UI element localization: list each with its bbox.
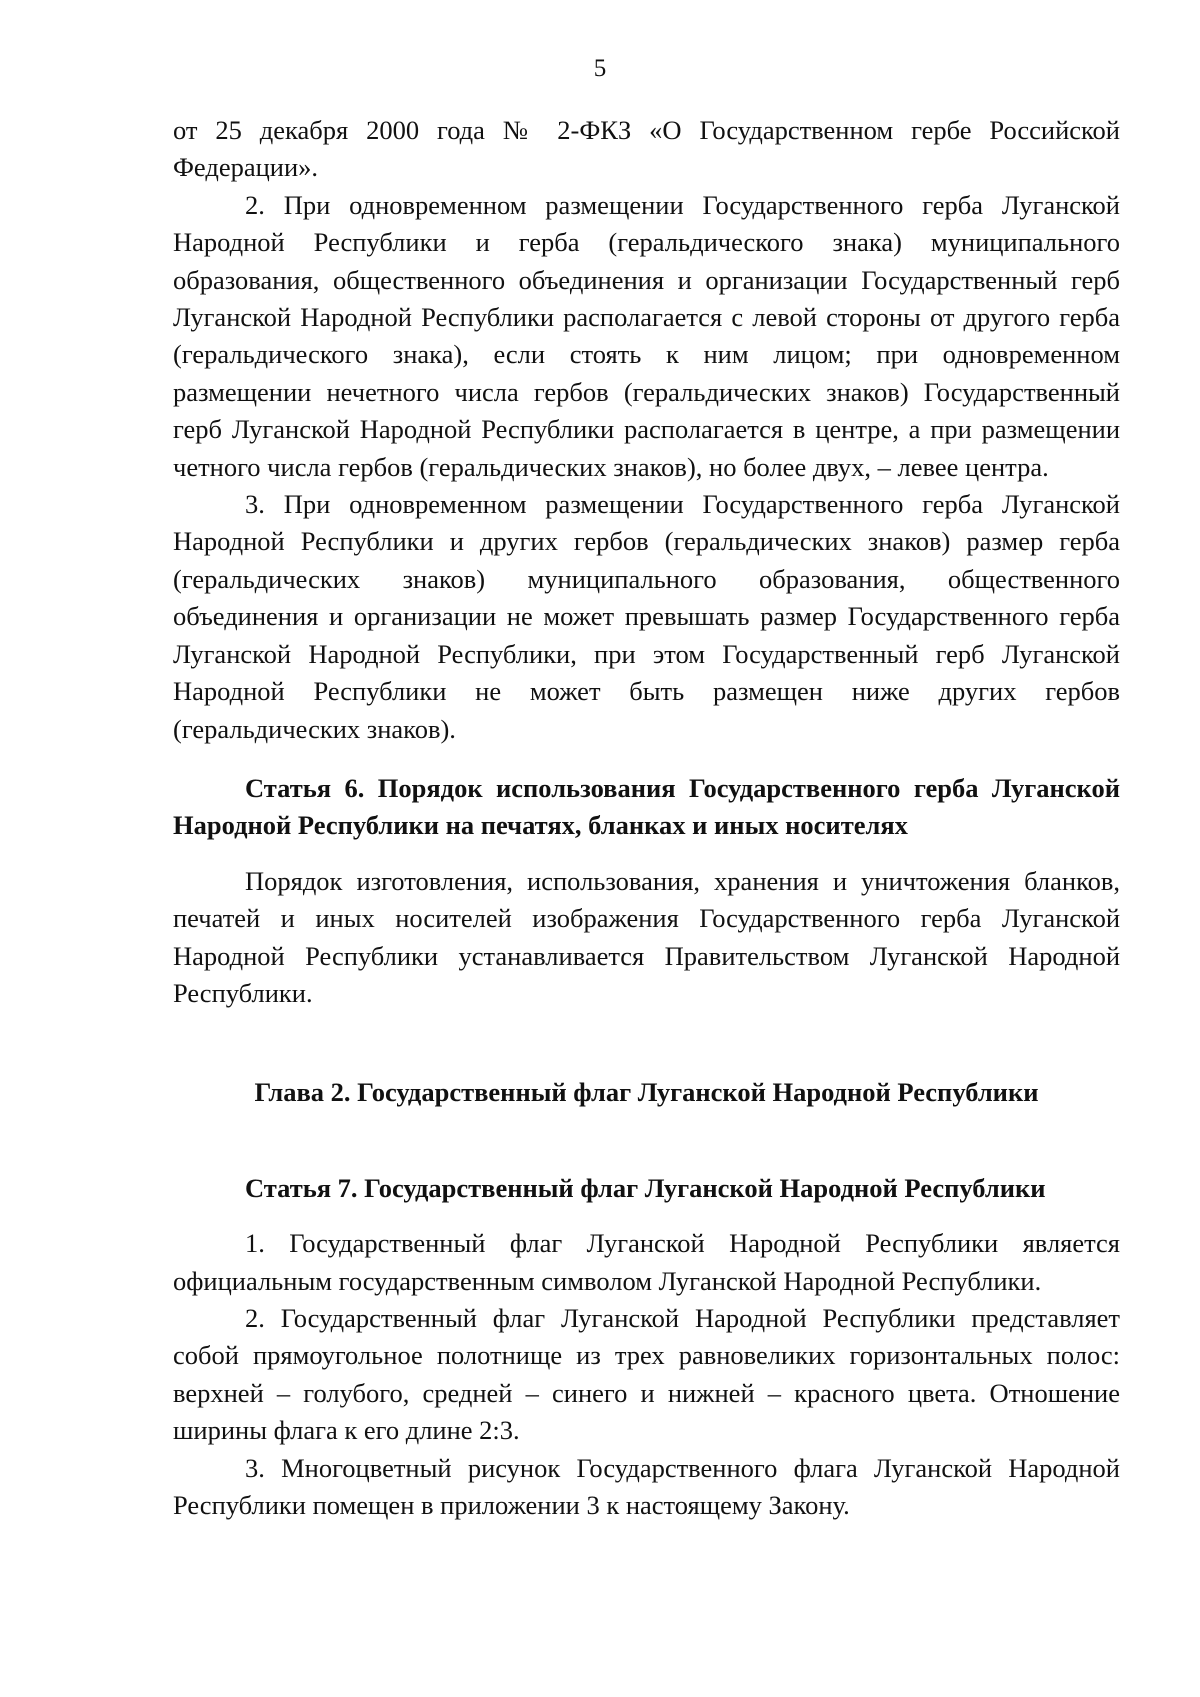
page-number: 5 bbox=[593, 55, 607, 82]
article-6-body: Порядок изготовления, использования, хранения и уничтожения бланков, печатей и иных носителей изображения Государственного герба Луганской Народной Республики устанавливается Правительством Луганской Народной Республики. bbox=[173, 865, 1120, 1008]
article-7-item-2: 2. Государственный флаг Луганской Народной Республики представляет собой прямоугольное полотнище из трех равновеликих горизонтальных полос: верхней – голубого, средней – синего и нижней – красного цвета. Отношение ширины флага к его длине 2:3. bbox=[173, 1302, 1120, 1446]
article-6-heading: Статья 6. Порядок использования Государственного герба Луганской Народной Республики на печатях, бланках и иных носителях bbox=[173, 772, 1120, 841]
paragraph-item-3: 3. При одновременном размещении Государственного герба Луганской Народной Республики и других гербов (геральдических знаков) размер герба (геральдических знаков) муниципального образования, общественного объединения и организации не может превышать размер Государственного герба Луганской Народной Республики, при этом Государственный герб Луганской Народной Республики не может быть размещен ниже других гербов (геральдических знаков). bbox=[173, 489, 1120, 744]
chapter-2-heading: Глава 2. Государственный флаг Луганской Народной Республики bbox=[254, 1077, 1039, 1108]
article-7-item-3: 3. Многоцветный рисунок Государственного флага Луганской Народной Республики помещен в приложении 3 к настоящему Закону. bbox=[173, 1452, 1120, 1520]
document-body bbox=[173, 112, 1120, 1524]
article-7-item-1: 1. Государственный флаг Луганской Народной Республики является официальным государственным символом Луганской Народной Республики. bbox=[173, 1228, 1120, 1296]
article-7-heading: Статья 7. Государственный флаг Луганской Народной Республики bbox=[245, 1172, 1046, 1203]
paragraph-continuation: от 25 декабря 2000 года № 2-ФКЗ «О Государственном гербе Российской Федерации». bbox=[173, 115, 1120, 183]
paragraph-item-2: 2. При одновременном размещении Государственного герба Луганской Народной Республики и герба (геральдического знака) муниципального образования, общественного объединения и организации Государственный герб Луганской Народной Республики располагается с левой стороны от другого герба (геральдического знака), если стоять к ним лицом; при одновременном размещении нечетного числа гербов (геральдических знаков) Государственный герб Луганской Народной Республики располагается в центре, а при размещении четного числа гербов (геральдических знаков), но более двух, – левее центра. bbox=[173, 189, 1120, 482]
article-7-body bbox=[173, 1225, 1120, 1524]
